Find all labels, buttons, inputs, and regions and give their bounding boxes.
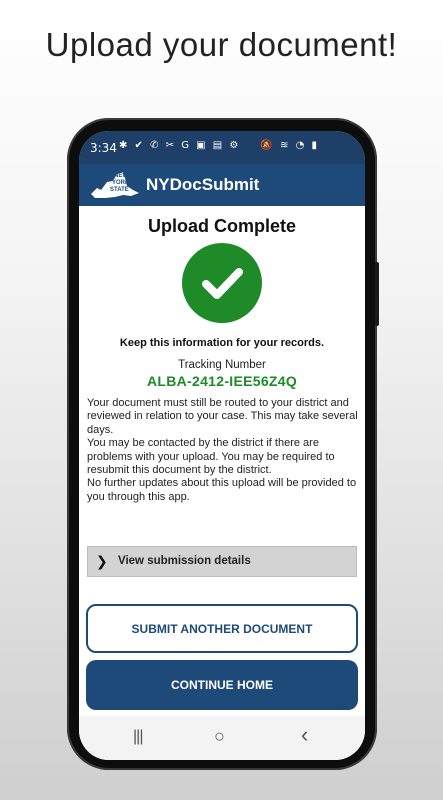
android-nav-bar — [79, 716, 365, 760]
system-icons: 🔕 ≋ ◔ ▮ — [260, 140, 319, 151]
keep-info-text: Keep this information for your records. — [119, 337, 325, 349]
details-label: View submission details — [118, 555, 251, 567]
success-check-icon — [182, 243, 262, 323]
app-title: NYDocSubmit — [146, 175, 260, 194]
info-paragraph: Your document must still be routed to your district and reviewed in relation to your case. This may take several days. — [87, 397, 358, 436]
svg-text:STATE: STATE — [110, 187, 129, 193]
app-bar — [79, 164, 365, 206]
continue-home-button[interactable]: CONTINUE HOME — [86, 660, 358, 710]
info-message — [87, 397, 359, 504]
view-submission-details-toggle[interactable] — [87, 546, 357, 577]
phone-side-button — [375, 262, 379, 326]
page-title: Upload Complete — [147, 216, 296, 236]
status-time: 3:34 — [90, 141, 117, 155]
back-icon[interactable]: ‹ — [301, 722, 309, 747]
svg-text:NEW: NEW — [114, 173, 128, 179]
status-bar — [79, 131, 365, 164]
chevron-right-icon: ❯ — [96, 553, 108, 569]
notification-icons: ✱ ✔ ✆ ✂ G ▣ ▤ ⚙ — [119, 140, 241, 151]
promo-headline: Upload your document! — [45, 26, 398, 63]
svg-text:YORK: YORK — [112, 180, 130, 186]
submit-another-document-button[interactable]: SUBMIT ANOTHER DOCUMENT — [86, 604, 358, 653]
tracking-number-label: Tracking Number — [178, 359, 266, 371]
info-paragraph: No further updates about this upload will be provided to you through this app. — [87, 477, 357, 503]
tracking-number-value: ALBA-2412-IEE56Z4Q — [146, 373, 298, 389]
recents-icon[interactable]: ||| — [133, 728, 143, 745]
ny-state-logo-icon — [87, 168, 143, 207]
info-paragraph: You may be contacted by the district if there are problems with your upload. You may be required to resubmit this document by the district. — [87, 437, 335, 477]
home-icon[interactable]: ○ — [214, 726, 225, 746]
phone-screen — [79, 131, 365, 760]
